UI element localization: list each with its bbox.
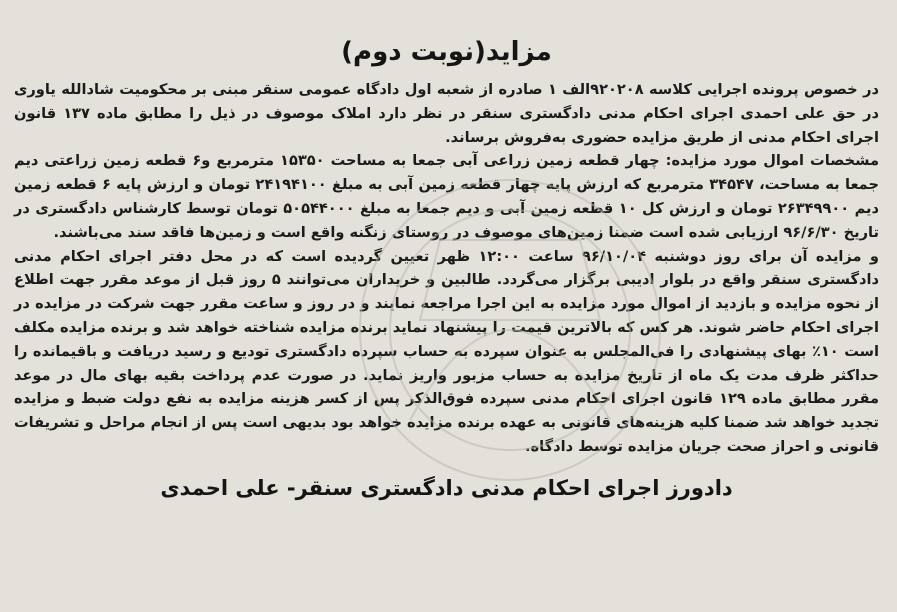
notice-paragraph-intro: در خصوص پرونده اجرایی کلاسه ۹۲۰۲۰۸الف ۱ صادره از شعبه اول دادگاه عمومی سنقر مبنی بر محکومیت شادالله یاوری در حق علی احمدی اجرای احکام مدنی دادگستری سنقر در نظر دارد املاک موصوف در ذیل را مطابق ماده ۱۳۷ قانون اجرای احکام مدنی از طریق مزایده حضوری به‌فروش برساند. xyxy=(14,81,879,146)
notice-paragraph-property: مشخصات اموال مورد مزایده: چهار قطعه زمین زراعی آبی جمعا به مساحت ۱۵۳۵۰ مترمربع و۶ قطعه زمین زراعتی دیم جمعا به مساحت، ۳۴۵۴۷ مترمربع که ارزش پایه چهار قطعه زمین آبی به مبلغ ۲۴۱۹۴۱۰۰ تومان و ارزش پایه ۶ قطعه زمین دیم ۲۶۳۴۹۹۰۰ تومان و ارزش کل ۱۰ قطعه زمین آبی و دیم جمعا به مبلغ ۵۰۵۴۴۰۰۰ تومان توسط کارشناس دادگستری در تاریخ ۹۶/۶/۳۰ ارزیابی شده است ضمنا زمین‌های موصوف در روستای زنگنه واقع است و زمین‌ها فاقد سند می‌باشند. xyxy=(14,152,879,241)
notice-title: مزاید(نوبت دوم) xyxy=(341,37,552,67)
notice-signature: دادورز اجرای احکام مدنی دادگستری سنقر- علی احمدی xyxy=(160,475,733,500)
notice-paragraph-auction-terms: و مزایده آن برای روز دوشنبه ۹۶/۱۰/۰۴ ساعت ۱۲:۰۰ ظهر تعیین گردیده است که در محل دفتر اجرای احکام مدنی دادگستری سنقر واقع در بلوار ادیبی برگزار می‌گردد. طالبین و خریداران می‌توانند ۵ روز قبل از موعد مقرر جهت اطلاع از نحوه مزایده و بازدید از اموال مورد مزایده به این اجرا مراجعه نمایند و در روز و ساعت مقرر جهت شرکت در مزایده در اجرای احکام حاضر شوند. هر کس که بالاترین قیمت را پیشنهاد نماید برنده مزایده شناخته خواهد شد و برنده مزایده مکلف است ۱۰٪ بهای پیشنهادی را فی‌المجلس به عنوان سپرده به حساب سپرده دادگستری تودیع و رسید دریافت و باقیمانده را حداکثر ظرف مدت یک ماه از تاریخ مزایده به حساب مزبور واریز نماید. در صورت عدم پرداخت بقیه بهای مال در موعد مقرر مطابق ماده ۱۲۹ قانون اجرای احکام مدنی سپرده فوق‌الذکر پس از کسر هزینه مزایده به نفع دولت ضبط و مزایده تجدید خواهد شد ضمنا کلیه هزینه‌های قانونی به عهده برنده مزایده خواهد بود بدیهی است پس از انجام مراحل و تشریفات قانونی و احراز صحت جریان مزایده توسط دادگاه. xyxy=(14,247,879,455)
